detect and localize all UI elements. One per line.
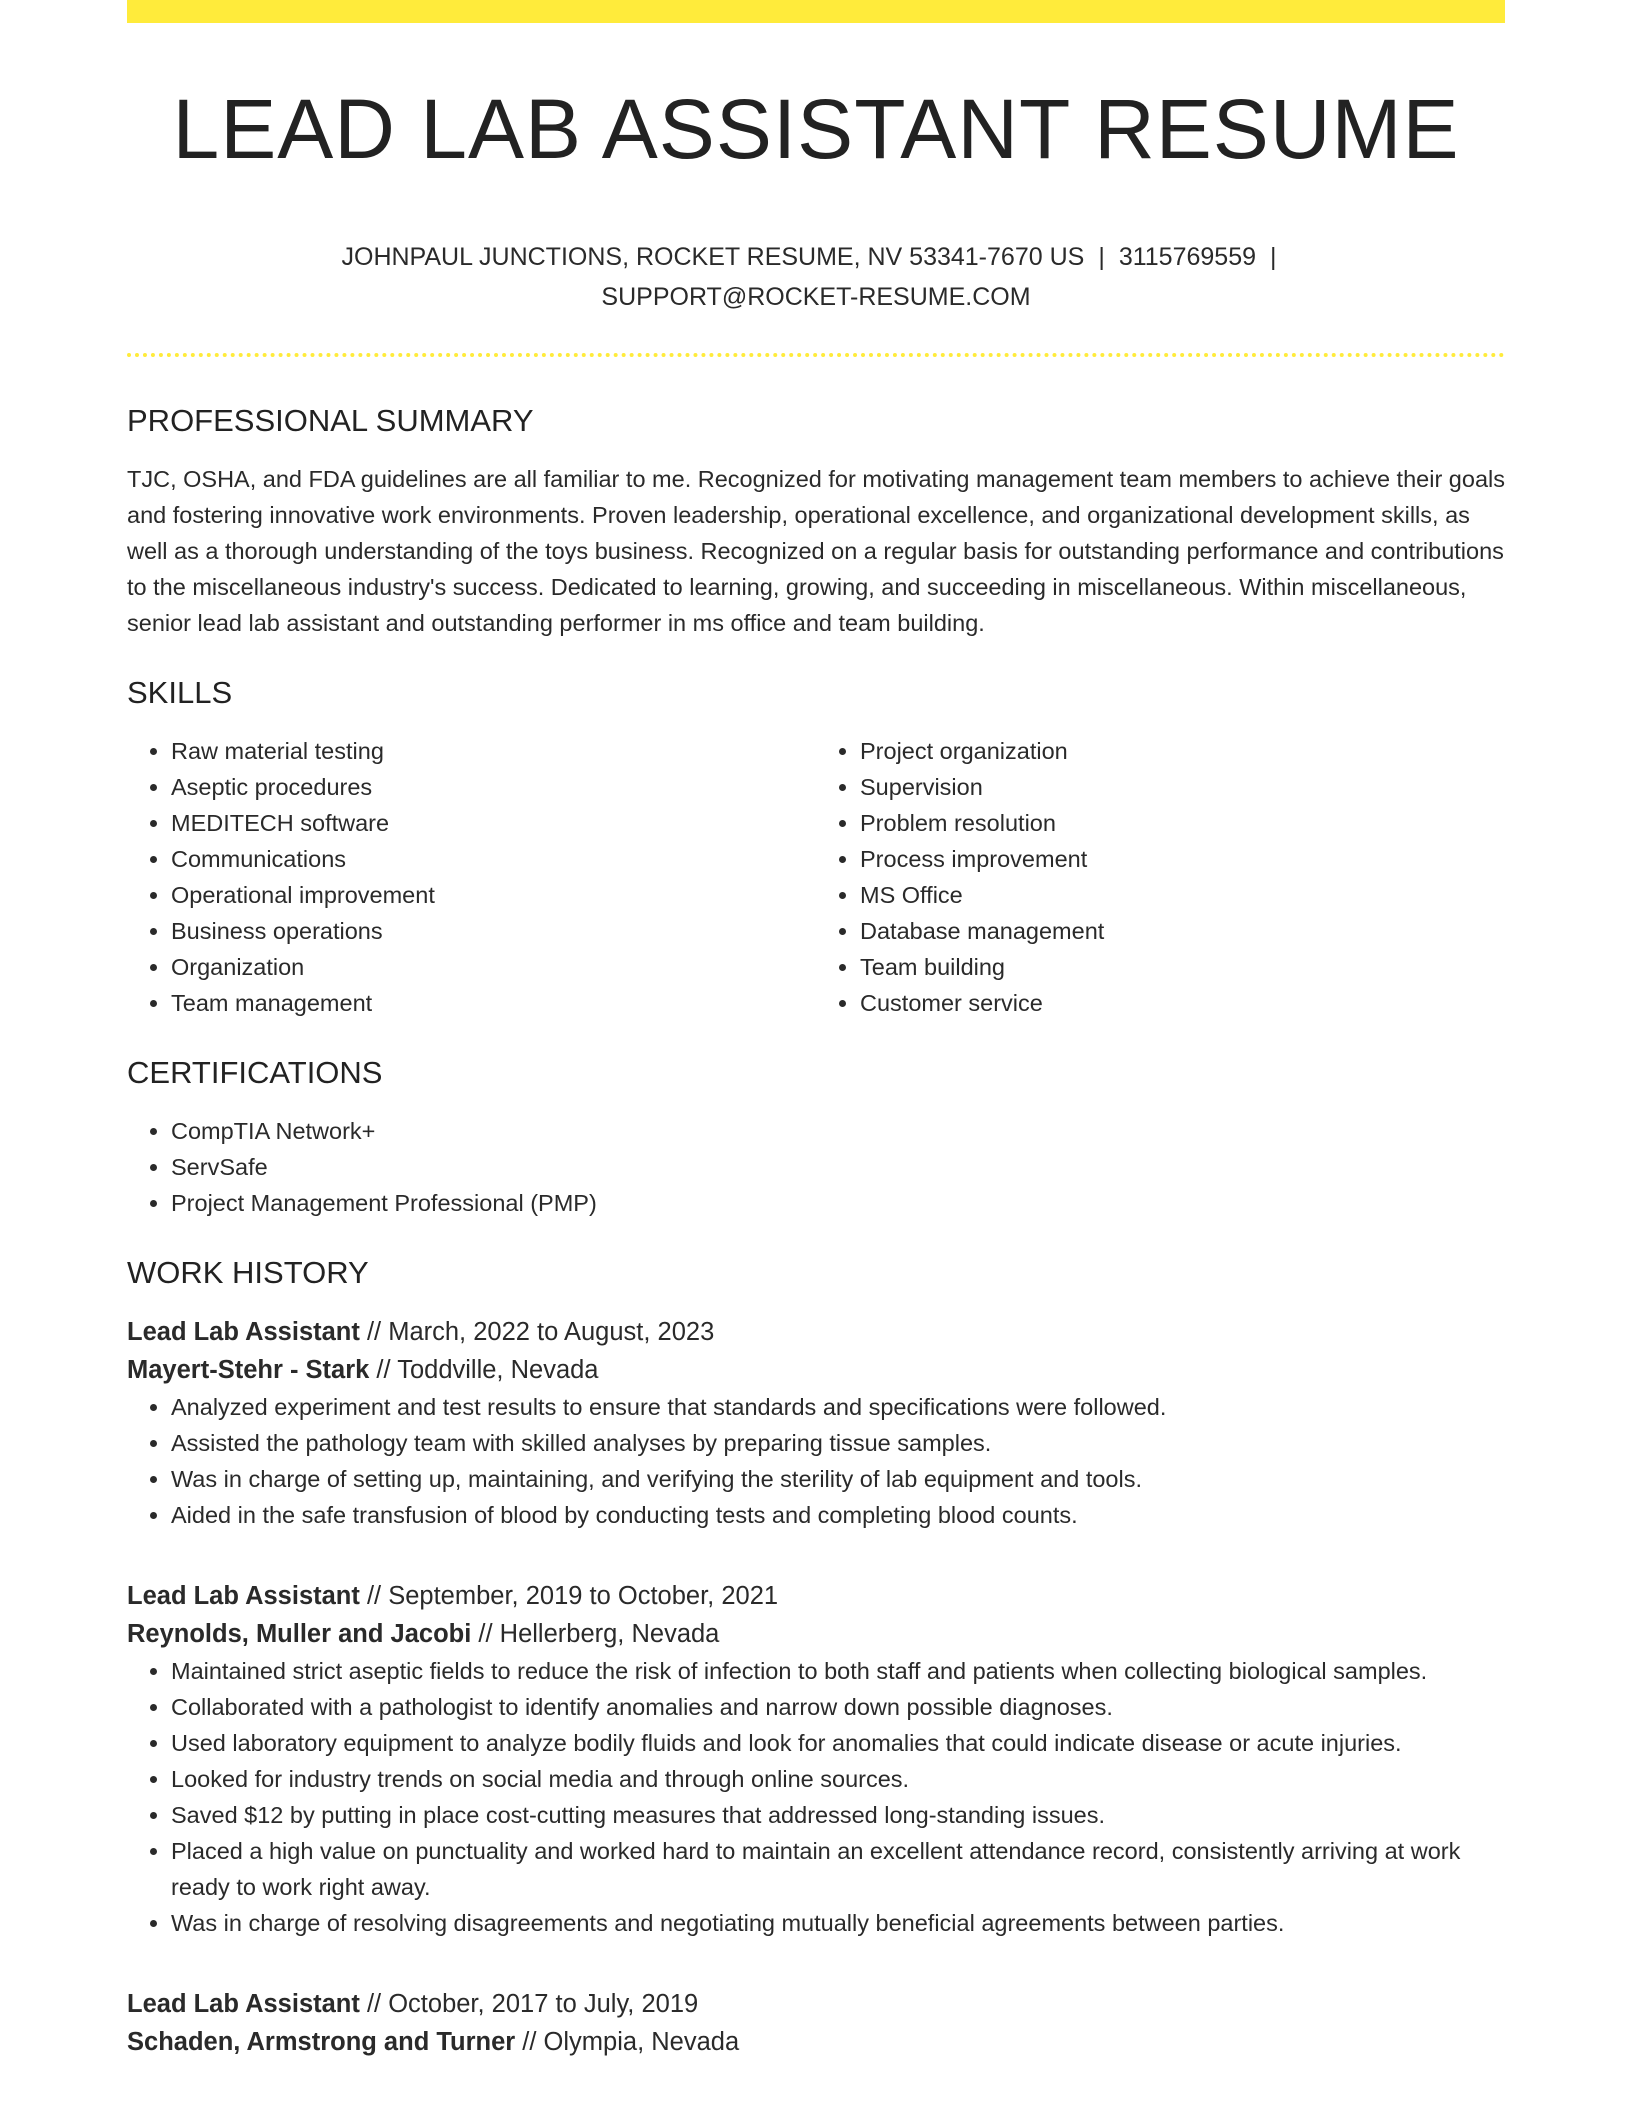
job-duties-list [127,1653,1505,1941]
skill-item: • Organization [171,949,816,985]
summary-text: TJC, OSHA, and FDA guidelines are all familiar to me. Recognized for motivating management team members to achieve their goals and fostering innovative work environments. Proven leadership, operational excellence, and organizational development skills, as well as a thorough understanding of the toys business. Recognized on a regular basis for outstanding performance and contributions to the miscellaneous industry's success. Dedicated to learning, growing, and succeeding in miscellaneous. Within miscellaneous, senior lead lab assistant and outstanding performer in ms office and team building. [127,466,1505,637]
job-duty-item: • Saved $12 by putting in place cost-cutting measures that addressed long-standing issues. [171,1797,1505,1833]
skill-item: • Team building [860,949,1505,985]
skill-item: • Raw material testing [171,733,816,769]
contact-separator: | [1270,243,1277,272]
skills-grid [127,733,1505,1021]
job-duty-item: • Maintained strict aseptic fields to reduce the risk of infection to both staff and patients when collecting biological samples. [171,1653,1505,1689]
skill-item: • Business operations [171,913,816,949]
job-dates: // September, 2019 to October, 2021 [359,1582,779,1611]
skill-item: • Supervision [860,769,1505,805]
skill-item: • Operational improvement [171,877,816,913]
job-duty-item: • Was in charge of setting up, maintaining, and verifying the sterility of lab equipment and tools. [171,1461,1505,1497]
job-title-line [127,1577,1505,1615]
skill-item: • Process improvement [860,841,1505,877]
skill-item: • Project organization [860,733,1505,769]
job-duties-list [127,1389,1505,1533]
skill-item: • Customer service [860,985,1505,1021]
skills-list-left [127,733,816,1021]
job-company-line [127,2023,1505,2061]
work-history-heading: WORK HISTORY [127,1255,369,1291]
job-title: Lead Lab Assistant [127,1582,360,1611]
work-history [127,1313,1505,2061]
job-location: // Toddville, Nevada [369,1356,599,1385]
contact-email: SUPPORT@ROCKET-RESUME.COM [601,283,1031,312]
certification-item: • Project Management Professional (PMP) [171,1185,1505,1221]
job-dates: // March, 2022 to August, 2023 [359,1318,715,1347]
job-company-line [127,1615,1505,1653]
job-duty-item: • Analyzed experiment and test results to ensure that standards and specifications were followed. [171,1389,1505,1425]
skills-list-right [816,733,1505,1021]
skills-column-right [816,733,1505,1021]
skill-item: • Database management [860,913,1505,949]
skills-heading: SKILLS [127,675,233,711]
job-company: Mayert-Stehr - Stark [127,1356,370,1385]
job-duty-item: • Placed a high value on punctuality and worked hard to maintain an excellent attendance record, consistently arriving at work ready to work right away. [171,1833,1505,1905]
job-dates: // October, 2017 to July, 2019 [359,1990,699,2019]
contact-address: JOHNPAUL JUNCTIONS, ROCKET RESUME, NV 53341-7670 US [341,243,1085,272]
accent-top-bar [127,0,1505,23]
job-entry [127,1577,1505,1941]
skill-item: • MEDITECH software [171,805,816,841]
job-duty-item: • Collaborated with a pathologist to identify anomalies and narrow down possible diagnoses. [171,1689,1505,1725]
job-duty-item: • Was in charge of resolving disagreements and negotiating mutually beneficial agreements between parties. [171,1905,1505,1941]
job-location: // Olympia, Nevada [515,2028,740,2057]
job-title: Lead Lab Assistant [127,1990,360,2019]
job-entry [127,1985,1505,2061]
resume-page [127,0,1505,2061]
job-duty-item: • Assisted the pathology team with skilled analyses by preparing tissue samples. [171,1425,1505,1461]
job-title-line [127,1313,1505,1351]
certifications-block [127,1113,1505,1221]
job-company: Schaden, Armstrong and Turner [127,2028,516,2057]
skill-item: • Communications [171,841,816,877]
dotted-divider [127,353,1505,357]
job-company-line [127,1351,1505,1389]
job-entry [127,1313,1505,1533]
skill-item: • Aseptic procedures [171,769,816,805]
job-location: // Hellerberg, Nevada [471,1620,720,1649]
certifications-heading: CERTIFICATIONS [127,1055,383,1091]
resume-title: LEAD LAB ASSISTANT RESUME [172,82,1460,176]
contact-line-2 [127,277,1505,317]
job-title: Lead Lab Assistant [127,1318,360,1347]
job-company: Reynolds, Muller and Jacobi [127,1620,472,1649]
job-title-line [127,1985,1505,2023]
contact-separator: | [1098,243,1105,272]
contact-phone: 3115769559 [1118,243,1256,272]
job-duty-item: • Used laboratory equipment to analyze bodily fluids and look for anomalies that could indicate disease or acute injuries. [171,1725,1505,1761]
job-duty-item: • Looked for industry trends on social media and through online sources. [171,1761,1505,1797]
certifications-list [127,1113,1505,1221]
contact-info [127,237,1505,317]
contact-line-1 [127,237,1505,277]
job-duty-item: • Aided in the safe transfusion of blood by conducting tests and completing blood counts. [171,1497,1505,1533]
certification-item: • CompTIA Network+ [171,1113,1505,1149]
skill-item: • MS Office [860,877,1505,913]
skill-item: • Team management [171,985,816,1021]
summary-heading: PROFESSIONAL SUMMARY [127,403,534,439]
skill-item: • Problem resolution [860,805,1505,841]
skills-column-left [127,733,816,1021]
certification-item: • ServSafe [171,1149,1505,1185]
